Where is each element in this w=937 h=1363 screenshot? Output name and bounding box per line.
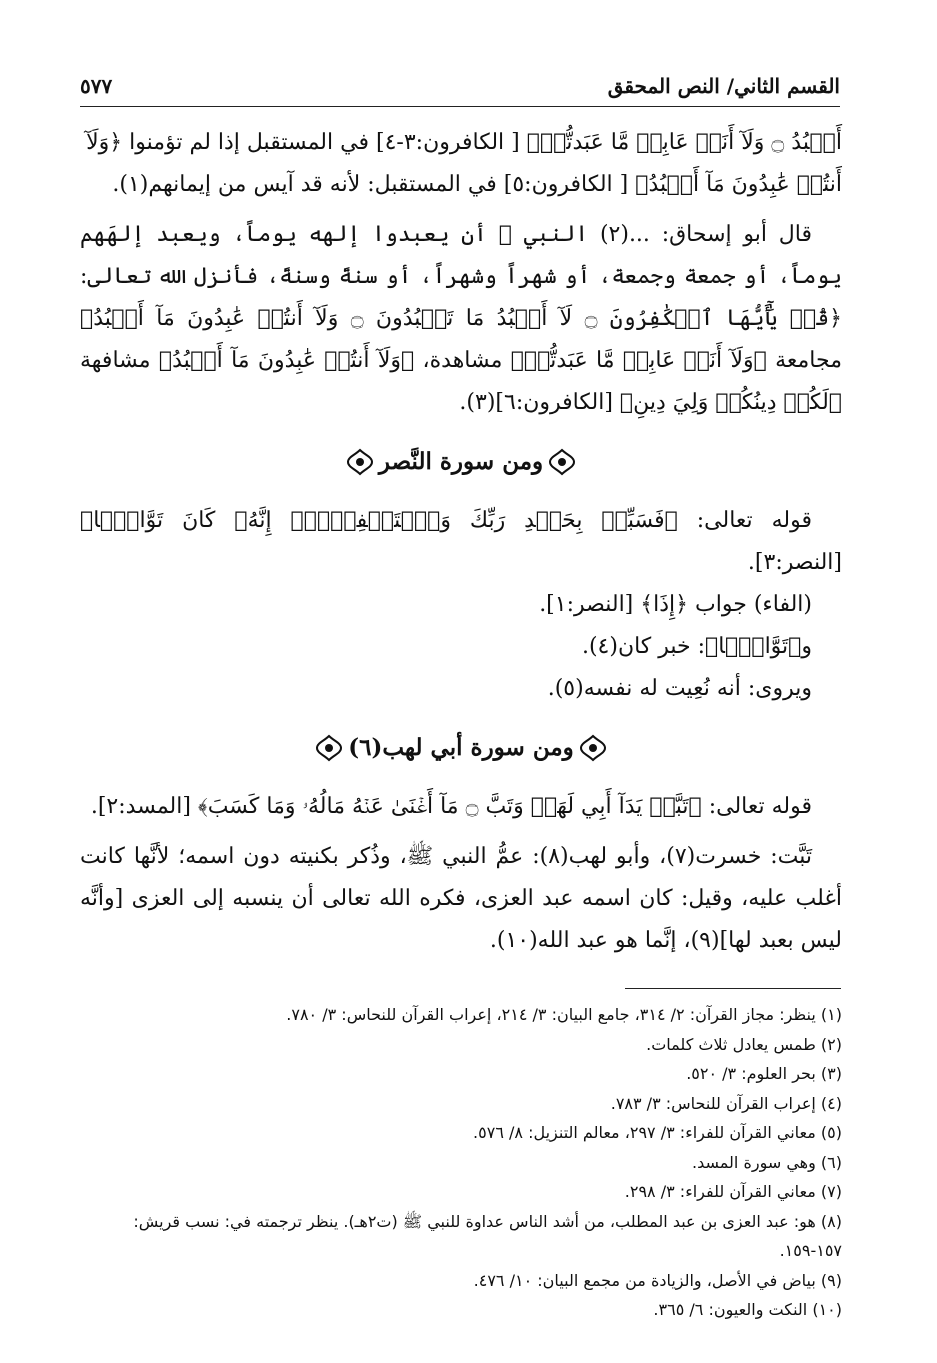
- footnote-10: (١٠) النكت والعيون: ٦/ ٣٦٥.: [653, 1300, 842, 1319]
- footnote-rule: [625, 988, 841, 989]
- paragraph-1-line-1: أَعۡبُدُ ۝ وَلَآ أَنَا۠ عَابِدٞ مَّا عَبَدتُّمۡ﴾ [ الكافرون:٣-٤] في المستقبل إذا لم تؤمنوا ﴿وَلَآ: [86, 130, 842, 155]
- floral-ornament-icon: [578, 733, 608, 763]
- heading-text: ومن سورة النَّصر: [378, 448, 544, 475]
- footnote-5: (٥) معاني القرآن للفراء: ٣/ ٢٩٧، معالم التنزيل: ٨/ ٥٧٦.: [473, 1123, 842, 1142]
- footnote-4: (٤) إعراب القرآن للنحاس: ٣/ ٧٨٣.: [610, 1093, 842, 1113]
- paragraph-4: (الفاء) جواب ﴿إِذَا﴾ [النصر:١].: [539, 592, 812, 617]
- paragraph-1-line-2: أَنتُمۡ عَٰبِدُونَ مَآ أَعۡبُدُ﴾ [ الكافرون:٥] في المستقبل: لأنه قد آيس من إيمانهم(١).: [112, 172, 842, 197]
- page-number: ٥٧٧: [80, 74, 113, 98]
- running-title: القسم الثاني/ النص المحقق: [607, 74, 840, 98]
- paragraph-2: قال أبو إسحاق: ...(٢) النبي ﷺ أن يعبدوا إلهه يوماً، ويعبد إلهَهم يوماً، أو جمعة وجمعة، أو شهراً وشهراً، أو سنةً وسنةً، فأنزل الله تعالى: ﴿قُلۡ يَٰٓأَيُّهَا ٱلۡكَٰفِرُونَ ۝ لَآ أَعۡبُدُ مَا تَعۡبُدُونَ ۝ وَلَآ أَنتُمۡ عَٰبِدُونَ مَآ أَعۡبُدُ﴾ مجامعة ﴿وَلَآ أَنَا۠ عَابِدٞ مَّا عَبَدتُّمۡ﴾ مشاهدة، ﴿وَلَآ أَنتُمۡ عَٰبِدُونَ مَآ أَعۡبُدُ﴾ مشافهة ﴿لَكُمۡ دِينُكُمۡ وَلِيَ دِينِ﴾ [الكافرون:٦](٣).: [80, 222, 842, 415]
- footnote-2: (٢) طمس يعادل ثلاث كلمات.: [646, 1034, 842, 1054]
- footnote-1: (١) ينظر: مجاز القرآن: ٢/ ٣١٤، جامع البيان: ٣/ ٢١٤، إعراب القرآن للنحاس: ٣/ ٧٨٠.: [286, 1005, 842, 1024]
- footnotes: [80, 1000, 842, 1325]
- footnote-7: (٧) معاني القرآن للفراء: ٣/ ٢٩٨.: [624, 1182, 842, 1201]
- paragraph-6: ويروى: أنه نُعِيت له نفسه(٥).: [547, 676, 812, 701]
- heading-text: ومن سورة أبي لهب(٦): [348, 734, 574, 761]
- floral-ornament-icon: [314, 733, 344, 763]
- header-rule: [80, 106, 840, 107]
- paragraph-5: و﴿تَوَّابَۢا﴾: خبر كان(٤).: [581, 634, 812, 659]
- footnote-6: (٦) وهي سورة المسد.: [692, 1152, 842, 1172]
- floral-ornament-icon: [345, 447, 375, 477]
- footnote-8: (٨) هو: عبد العزى بن عبد المطلب، من أشد الناس عداوة للنبي ﷺ (ت٢هـ). ينظر ترجمته في: نسب قريش: ١٥٧-١٥٩.: [133, 1211, 842, 1260]
- paragraph-7: قوله تعالى: ﴿تَبَّتۡ يَدَآ أَبِي لَهَبٖ وَتَبَّ ۝ مَآ أَغۡنَىٰ عَنۡهُ مَالُهُۥ وَمَا كَسَبَ﴾ [المسد:٢].: [90, 794, 812, 819]
- page-header: [80, 70, 840, 102]
- section-heading-nasr: [80, 430, 842, 494]
- paragraph-3: قوله تعالى: ﴿فَسَبِّحۡ بِحَمۡدِ رَبِّكَ وَٱسۡتَغۡفِرۡهُۚ إِنَّهُۥ كَانَ تَوَّابَۢا﴾ [النصر:٣].: [80, 508, 842, 575]
- section-heading-masad: [80, 716, 842, 780]
- paragraph-8: تَبَّت: خسرت(٧)، وأبو لهب(٨): عمُّ النبي ﷺ، وذُكر بكنيته دون اسمه؛ لأنَّها كانت أغلب عليه، وقيل: كان اسمه عبد العزى، فكره الله تعالى أن ينسبه إلى العزى [وأنَّه ليس بعبد لها](٩)، إنَّما هو عبد الله(١٠).: [80, 844, 842, 953]
- footnote-9: (٩) بياض في الأصل، والزيادة من مجمع البيان: ١٠/ ٤٧٦.: [473, 1270, 842, 1290]
- floral-ornament-icon: [547, 447, 577, 477]
- footnote-3: (٣) بحر العلوم: ٣/ ٥٢٠.: [686, 1064, 842, 1083]
- main-text: [80, 122, 842, 962]
